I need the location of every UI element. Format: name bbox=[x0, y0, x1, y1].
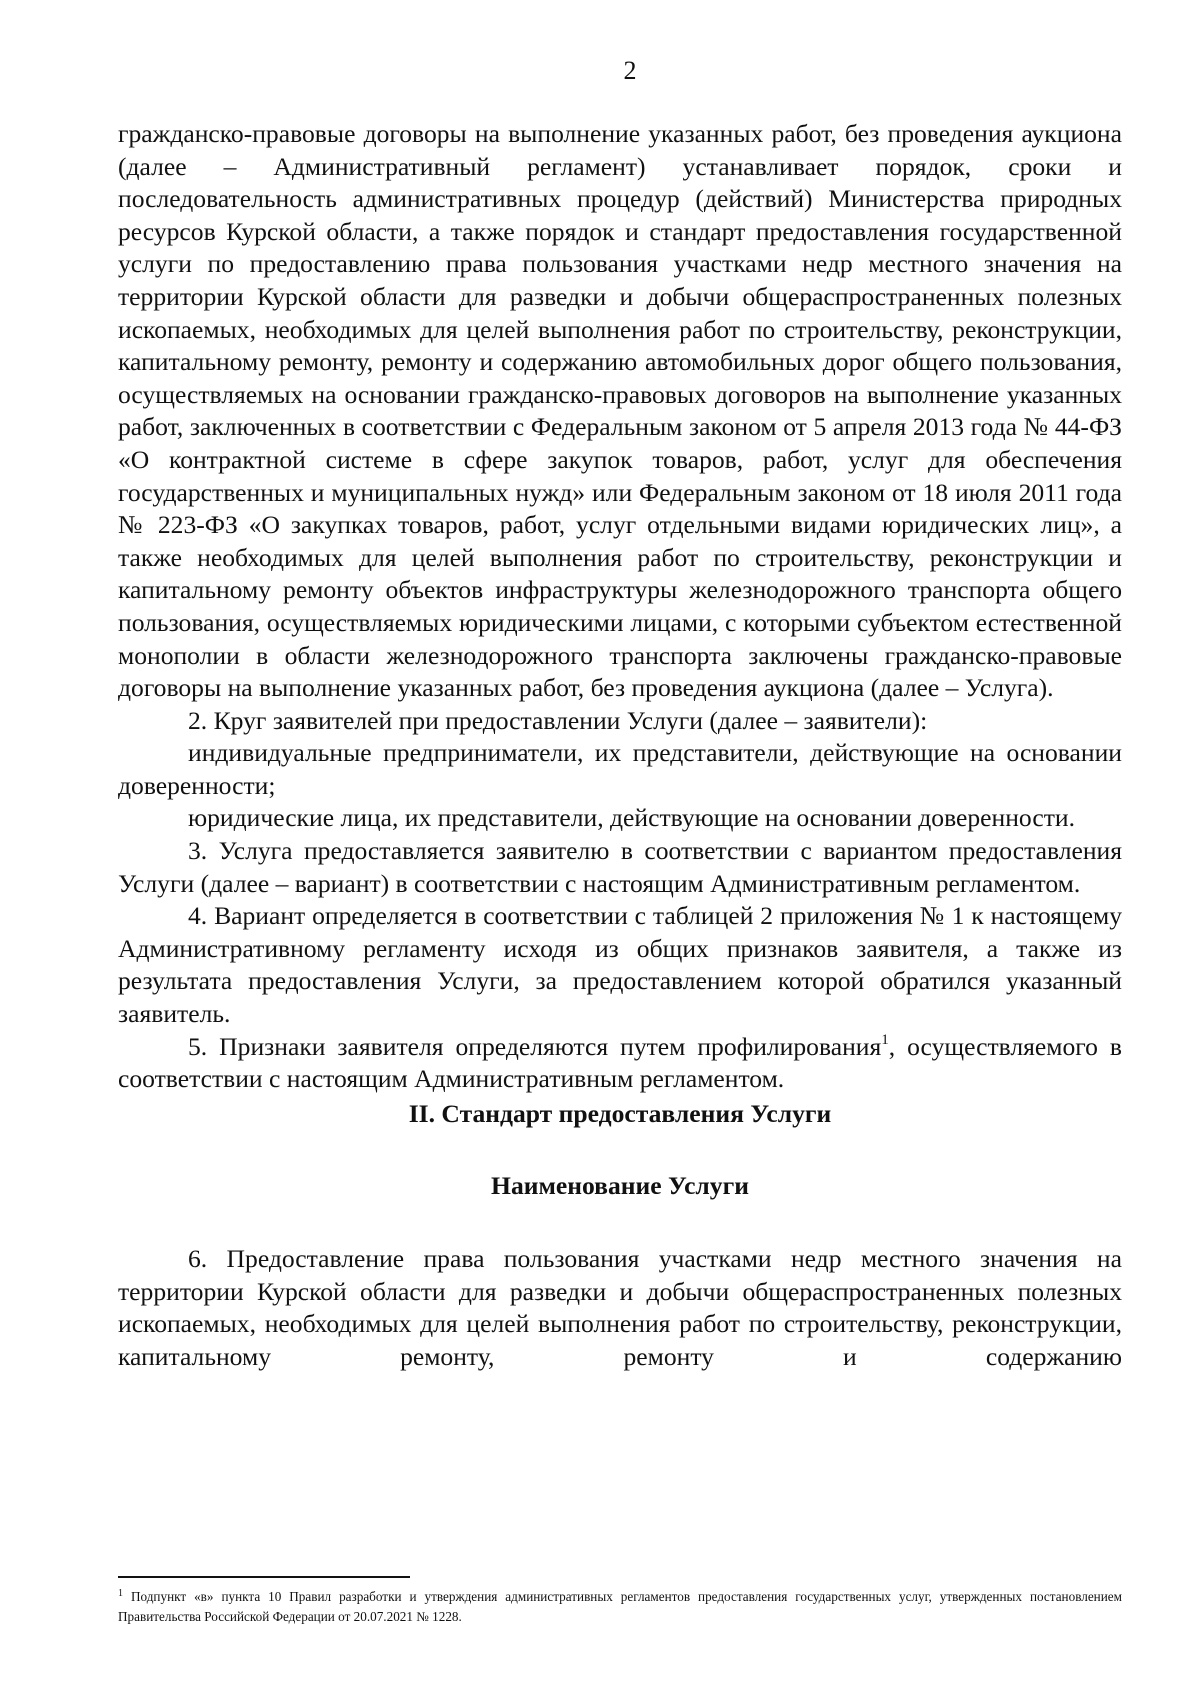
section-heading: II. Стандарт предоставления Услуги bbox=[408, 1098, 832, 1128]
paragraph-5-text-end: , осуществляемого в соответствии с настоящим Административным регламентом. bbox=[118, 1031, 1122, 1094]
page-number: 2 bbox=[623, 56, 637, 85]
paragraph-4: 4. Вариант определяется в соответствии с таблицей 2 приложения № 1 к настоящему Административному регламенту исходя из общих признаков заявителя, а также из результата предоставления Услуги, за предоставлением которой обратился указанный заявитель. bbox=[118, 901, 1122, 1029]
paragraph-5 bbox=[118, 1031, 1122, 1096]
footnote-marker: 1 bbox=[118, 1588, 123, 1599]
paragraph-intro: гражданско-правовые договоры на выполнение указанных работ, без проведения аукциона (далее – Административный регламент) устанавливает порядок, сроки и последовательность административных процедур (действий) Министерства природных ресурсов Курской области, а также порядок и стандарт предоставления государственной услуги по предоставлению права пользования участками недр местного значения на территории Курской области для разведки и добычи общераспространенных полезных ископаемых, необходимых для целей выполнения работ по строительству, реконструкции, капитальному ремонту, ремонту и содержанию автомобильных дорог общего пользования, осуществляемых на основании гражданско-правовых договоров на выполнение указанных работ, заключенных в соответствии с Федеральным законом от 5 апреля 2013 года № 44-ФЗ «О контрактной системе в сфере закупок товаров, работ, услуг для обеспечения государственных и муниципальных нужд» или Федеральным законом от 18 июля 2011 года № 223-ФЗ «О закупках товаров, работ, услуг отдельными видами юридических лиц», а также необходимых для целей выполнения работ по строительству, реконструкции и капитальному ремонту объектов инфраструктуры железнодорожного транспорта общего пользования, осуществляемых юридическими лицами, с которыми субъектом естественной монополии в области железнодорожного транспорта заключены гражданско-правовые договоры на выполнение указанных работ, без проведения аукциона (далее – Услуга). bbox=[118, 119, 1122, 703]
footnote-reference: 1 bbox=[881, 1031, 889, 1048]
paragraph-2-item-entrepreneurs: индивидуальные предприниматели, их представители, действующие на основании доверенности; bbox=[118, 738, 1122, 800]
subsection-heading: Наименование Услуги bbox=[491, 1171, 749, 1201]
paragraph-5-text: 5. Признаки заявителя определяются путем профилирования bbox=[188, 1031, 882, 1061]
footnote bbox=[118, 1587, 1122, 1627]
paragraph-2: 2. Круг заявителей при предоставлении Услуги (далее – заявители): bbox=[188, 705, 928, 735]
paragraph-3: 3. Услуга предоставляется заявителю в соответствии с вариантом предоставления Услуги (далее – вариант) в соответствии с настоящим Административным регламентом. bbox=[118, 836, 1122, 898]
footnote-text: Подпункт «в» пункта 10 Правил разработки и утверждения административных регламентов предоставления государственных услуг, утвержденных постановлением Правительства Российской Федерации от 20.07.2021 № 1228. bbox=[118, 1589, 1123, 1624]
paragraph-6: 6. Предоставление права пользования участками недр местного значения на территории Курской области для разведки и добычи общераспространенных полезных ископаемых, необходимых для целей выполнения работ по строительству, реконструкции, капитальному ремонту, ремонту и содержанию bbox=[118, 1244, 1122, 1371]
paragraph-2-item-legal-entities: юридические лица, их представители, действующие на основании доверенности. bbox=[188, 803, 1075, 833]
footnote-divider bbox=[118, 1576, 410, 1578]
body-text bbox=[118, 118, 1122, 1373]
